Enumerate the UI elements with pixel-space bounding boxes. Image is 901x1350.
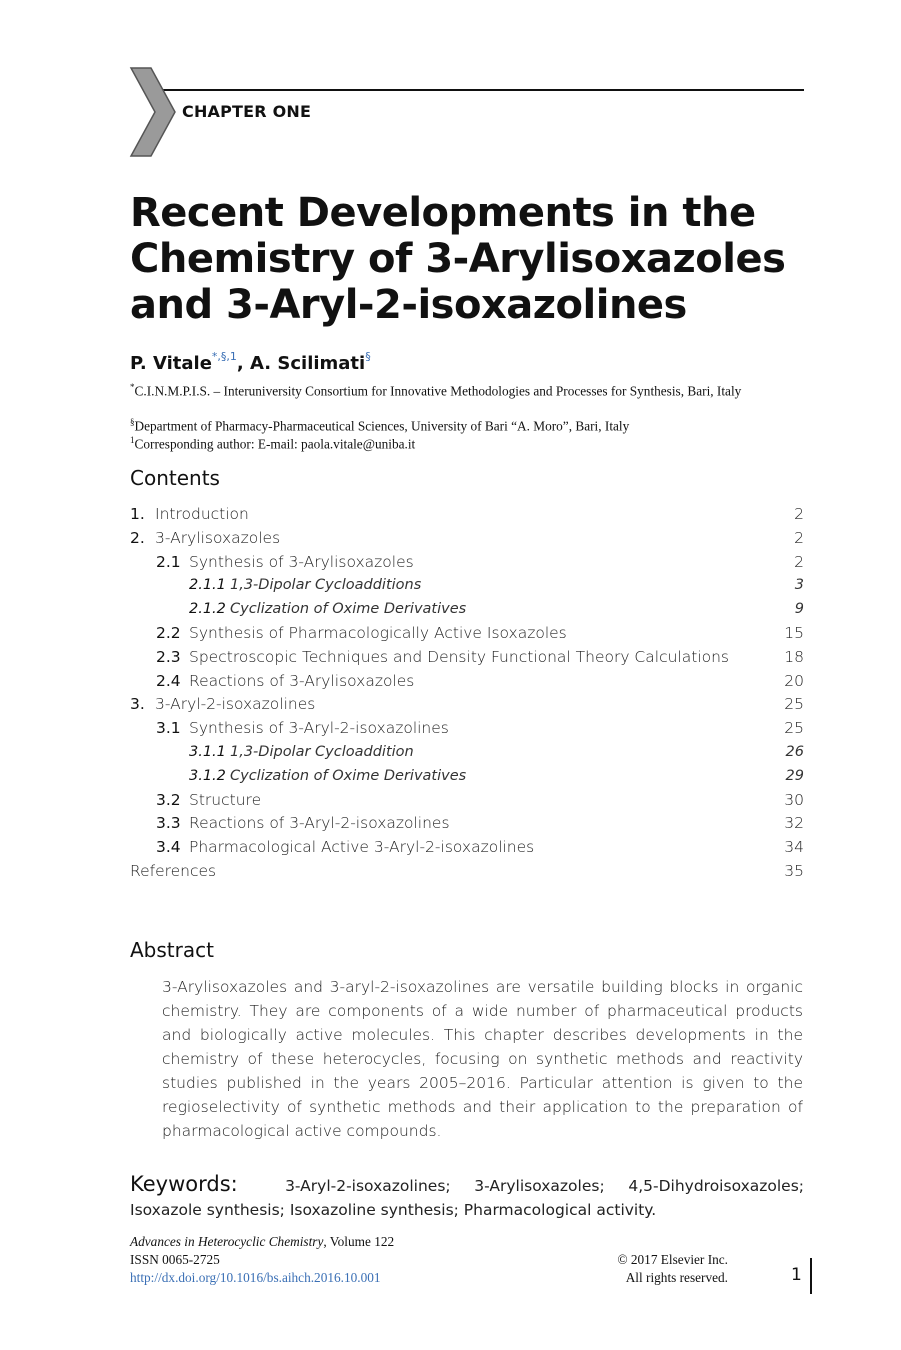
contents-heading: Contents (130, 466, 220, 490)
toc-label: Introduction (155, 505, 249, 523)
toc-number: 2.2 (156, 623, 181, 642)
toc-number: 3.2 (156, 790, 181, 809)
toc-label: Synthesis of 3-Aryl-2-isoxazolines (189, 719, 449, 738)
toc-page: 15 (784, 623, 804, 642)
author-affiliation-marks[interactable]: *,§,1 (211, 350, 237, 363)
toc-entry[interactable] (130, 860, 804, 884)
toc-entry[interactable] (130, 836, 804, 860)
toc-page: 32 (784, 814, 804, 833)
toc-page: 26 (785, 743, 804, 760)
toc-number: 2.1.1 (189, 577, 226, 594)
affiliation-mark: § (130, 417, 135, 427)
toc-label: Structure (189, 790, 262, 809)
toc-label: Pharmacological Active 3-Aryl-2-isoxazolines (189, 838, 535, 857)
page-number-rule (810, 1258, 812, 1294)
toc-number: 3.1.1 (189, 743, 226, 760)
toc-number: 2.4 (156, 671, 181, 690)
toc-entry[interactable] (130, 670, 804, 694)
keywords-text: 3-Aryl-2-isoxazolines; 3-Arylisoxazoles; 4,5-Dihydroisoxazoles; Isoxazole synthesis; Isoxazoline synthesis; Pharmacological activity. (130, 1177, 805, 1219)
toc-entry[interactable] (130, 812, 804, 836)
table-of-contents (130, 503, 804, 884)
chapter-title (130, 190, 810, 328)
toc-entry[interactable] (130, 789, 804, 813)
toc-number: 3.4 (156, 838, 181, 857)
toc-page: 20 (784, 671, 804, 690)
toc-label: Synthesis of 3-Arylisoxazoles (189, 552, 414, 571)
toc-number: 1. (130, 505, 145, 523)
toc-label: Cyclization of Oxime Derivatives (230, 767, 467, 784)
toc-page: 2 (794, 528, 804, 547)
toc-entry[interactable] (130, 717, 804, 741)
toc-page: 18 (784, 647, 804, 666)
copyright-notice (598, 1251, 728, 1287)
toc-entry[interactable] (130, 503, 804, 527)
toc-label: Synthesis of Pharmacologically Active Isoxazoles (189, 623, 567, 642)
author-name: P. Vitale (130, 353, 212, 374)
toc-page: 30 (784, 790, 804, 809)
title-line: Chemistry of 3-Arylisoxazoles (130, 236, 786, 282)
toc-page: 25 (784, 719, 804, 738)
toc-page: 25 (784, 695, 804, 714)
toc-page: 2 (794, 552, 804, 571)
toc-entry[interactable] (130, 765, 804, 789)
author-list (130, 352, 371, 374)
doi-link[interactable]: http://dx.doi.org/10.1016/bs.aihch.2016.10.001 (130, 1270, 381, 1285)
abstract-heading: Abstract (130, 938, 214, 962)
toc-page: 3 (794, 577, 804, 594)
journal-name: Advances in Heterocyclic Chemistry (130, 1234, 324, 1249)
toc-number: 2.3 (156, 647, 181, 666)
toc-number: 2. (130, 528, 145, 547)
toc-label: 1,3-Dipolar Cycloadditions (230, 577, 422, 594)
affiliation (130, 379, 790, 399)
toc-page: 34 (784, 838, 804, 857)
toc-label: 3-Arylisoxazoles (155, 528, 281, 547)
chapter-header-rule (152, 89, 804, 91)
author-separator: , (236, 353, 251, 374)
toc-number: 3. (130, 695, 145, 714)
toc-label: Spectroscopic Techniques and Density Functional Theory Calculations (189, 647, 729, 666)
affiliation-text: Department of Pharmacy-Pharmaceutical Sciences, University of Bari “A. Moro”, Bari, Italy (134, 418, 630, 434)
toc-number: 2.1 (156, 552, 181, 571)
author-affiliation-marks[interactable]: § (365, 350, 371, 363)
toc-number: 3.1.2 (189, 767, 226, 784)
toc-entry[interactable] (130, 646, 804, 670)
abstract-text: 3-Arylisoxazoles and 3-aryl-2-isoxazolines are versatile building blocks in organic chemistry. They are components of a wide number of pharmaceutical products and biologically active molecules. This chapter describes developments in the chemistry of these heterocycles, focusing on synthetic methods and reactivity studies published in the years 2005–2016. Particular attention is given to the regioselectivity of synthetic methods and their application to the preparation of pharmacological active compounds. (162, 978, 803, 1140)
chapter-label: CHAPTER ONE (182, 102, 312, 121)
journal-volume: , Volume 122 (323, 1234, 395, 1249)
chapter-chevron-icon (129, 66, 177, 158)
title-line: and 3-Aryl-2-isoxazolines (130, 282, 687, 328)
rights: All rights reserved. (625, 1270, 728, 1285)
toc-page: 29 (785, 767, 804, 784)
toc-number: 3.3 (156, 814, 181, 833)
author-name: A. Scilimati (250, 353, 366, 374)
page-number: 1 (791, 1265, 802, 1285)
keywords-label: Keywords: (130, 1172, 238, 1196)
toc-entry[interactable] (130, 741, 804, 765)
toc-number: 3.1 (156, 719, 181, 738)
publication-info (130, 1233, 394, 1287)
copyright: © 2017 Elsevier Inc. (617, 1252, 728, 1267)
keywords (130, 1172, 804, 1222)
title-line: Recent Developments in the (130, 190, 756, 236)
toc-page: 35 (784, 861, 804, 880)
toc-entry[interactable] (130, 693, 804, 717)
toc-entry[interactable] (130, 622, 804, 646)
toc-page: 2 (794, 505, 804, 523)
toc-entry[interactable] (130, 598, 804, 622)
affiliation-mark: * (130, 382, 135, 392)
affiliation (130, 432, 790, 452)
toc-entry[interactable] (130, 527, 804, 551)
toc-label: References (130, 861, 217, 880)
toc-entry[interactable] (130, 551, 804, 575)
affiliation-text: Corresponding author: E-mail: paola.vitale@uniba.it (134, 436, 416, 452)
toc-number: 2.1.2 (189, 601, 226, 618)
affiliation-text: C.I.N.M.P.I.S. – Interuniversity Consortium for Innovative Methodologies and Processes for Synthesis, Bari, Italy (134, 383, 742, 399)
toc-label: 1,3-Dipolar Cycloaddition (230, 743, 414, 760)
toc-label: Reactions of 3-Aryl-2-isoxazolines (189, 814, 450, 833)
toc-label: Reactions of 3-Arylisoxazoles (189, 671, 415, 690)
toc-entry[interactable] (130, 574, 804, 598)
issn: ISSN 0065-2725 (130, 1252, 220, 1267)
toc-label: Cyclization of Oxime Derivatives (230, 601, 467, 618)
toc-page: 9 (794, 601, 804, 618)
affiliation-mark: 1 (130, 435, 135, 445)
toc-label: 3-Aryl-2-isoxazolines (155, 695, 316, 714)
